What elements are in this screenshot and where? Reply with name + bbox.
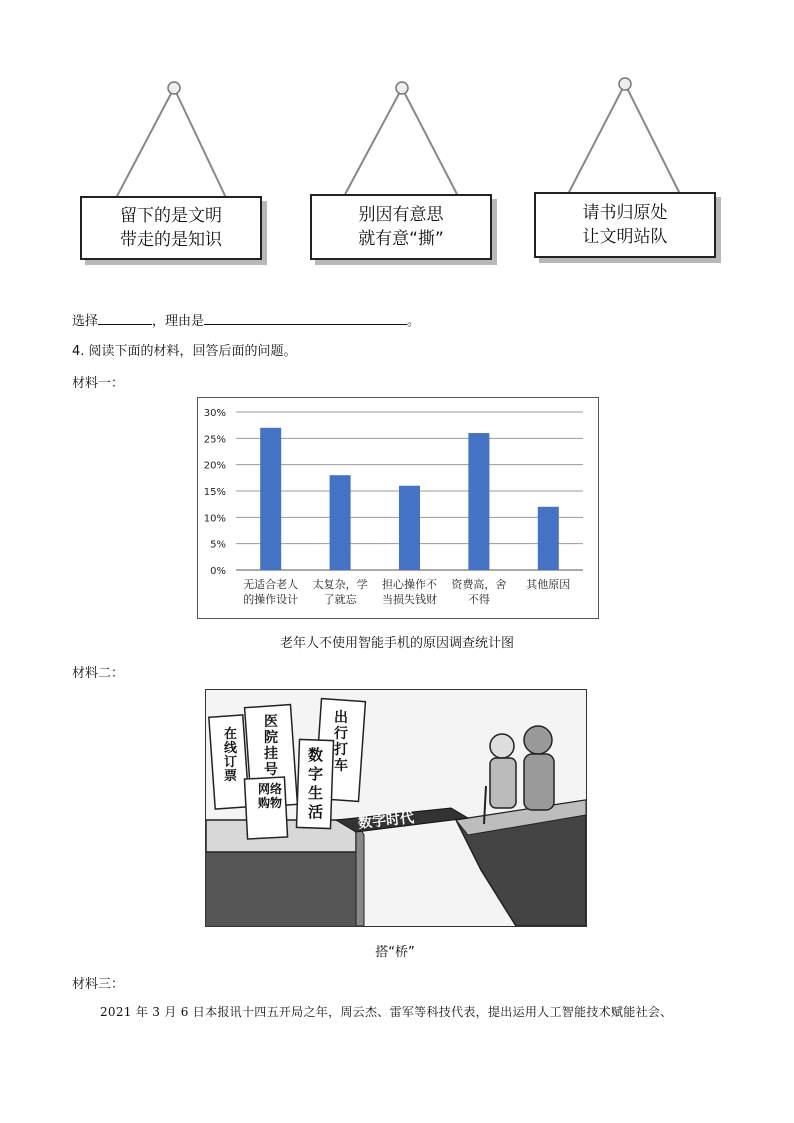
y-tick-label: 25% bbox=[203, 434, 226, 446]
hanging-sign-2 bbox=[302, 76, 502, 266]
chart-canvas bbox=[198, 398, 598, 618]
y-tick-label: 15% bbox=[203, 487, 226, 498]
hanging-sign-3 bbox=[526, 76, 726, 266]
question-3-answer-line bbox=[72, 310, 420, 329]
x-tick-label: 无适合老人 bbox=[243, 578, 299, 591]
card-shopping: 网络购物 bbox=[258, 782, 283, 810]
sign-board bbox=[310, 194, 492, 260]
y-tick-label: 20% bbox=[203, 460, 226, 472]
material-2-label: 材料二： bbox=[72, 666, 125, 681]
sign-line-1: 请书归原处 bbox=[582, 203, 668, 223]
cartoon-caption: 搭“桥” bbox=[375, 945, 415, 960]
y-tick-label: 0% bbox=[210, 566, 226, 577]
sign-line-1: 别因有意思 bbox=[358, 205, 444, 225]
bar bbox=[468, 433, 489, 570]
sign-line-2: 带走的是知识 bbox=[120, 230, 222, 250]
x-tick-label: 当损失钱财 bbox=[382, 593, 437, 606]
bridge-label: 数字时代 bbox=[357, 810, 415, 832]
sign-line-2: 就有意“撕” bbox=[358, 229, 444, 249]
card-digital-life: 数字生活 bbox=[308, 746, 324, 821]
x-tick-label: 太复杂，学 bbox=[312, 578, 368, 591]
x-tick-label: 的操作设计 bbox=[243, 593, 299, 606]
bar bbox=[260, 428, 281, 570]
reason-prefix: ，理由是 bbox=[152, 314, 205, 329]
card-online-ticket: 在线订票 bbox=[224, 727, 238, 784]
sign-board bbox=[534, 192, 716, 258]
x-tick-label: 其他原因 bbox=[526, 578, 571, 591]
y-tick-label: 10% bbox=[203, 513, 226, 525]
x-tick-label: 担心操作不 bbox=[382, 578, 437, 591]
cartoon-image bbox=[205, 689, 587, 927]
material-3-label: 材料三： bbox=[72, 977, 125, 992]
material-3-paragraph: 2021 年 3 月 6 日本报讯十四五开局之年，周云杰、雷军等科技代表，提出运用人工智能技术赋能社会、 bbox=[100, 1005, 673, 1019]
question-4: 4. 阅读下面的材料，回答后面的问题。 bbox=[72, 344, 297, 359]
sign-line-2: 让文明站队 bbox=[582, 227, 668, 247]
answer-suffix: 。 bbox=[407, 314, 421, 329]
hanging-sign-1 bbox=[72, 76, 272, 266]
chart-title: 老年人不使用智能手机的原因调查统计图 bbox=[279, 636, 514, 651]
bar-chart bbox=[197, 397, 599, 619]
material-1-label: 材料一： bbox=[72, 376, 125, 391]
y-tick-label: 5% bbox=[210, 539, 226, 551]
x-tick-label: 了就忘 bbox=[323, 593, 357, 606]
x-tick-label: 不得 bbox=[467, 593, 490, 606]
bar bbox=[330, 475, 351, 570]
y-tick-label: 30% bbox=[203, 408, 226, 419]
bar bbox=[538, 507, 559, 570]
reason-blank[interactable] bbox=[204, 312, 407, 325]
bar bbox=[399, 486, 420, 570]
choice-prefix: 选择 bbox=[72, 314, 99, 329]
card-hospital: 医院挂号 bbox=[264, 714, 278, 778]
choice-blank[interactable] bbox=[98, 312, 152, 325]
x-tick-label: 资费高，舍 bbox=[451, 578, 507, 591]
sign-board bbox=[80, 196, 262, 260]
card-taxi: 出行打车 bbox=[334, 710, 348, 774]
sign-line-1: 留下的是文明 bbox=[120, 206, 222, 226]
